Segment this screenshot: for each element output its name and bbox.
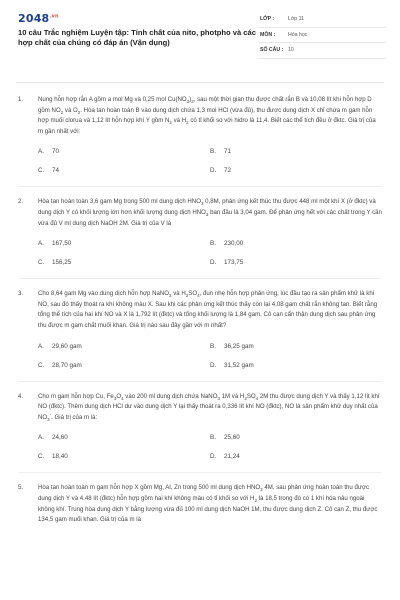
option-letter: B. <box>210 148 216 156</box>
question-text-run: . Hòa tan hoàn toàn B vào dung dịch chứa 1,3 mol HCl (vừa đủ), thu được dung dịch X chỉ chứa m gam hỗn hợp muối clorua và 1,12 lít hỗn hợp khí Y gồm N <box>38 106 373 125</box>
question-number: 2. <box>18 198 24 206</box>
subscript: 3 <box>169 293 172 299</box>
subscript: 2 <box>191 99 194 105</box>
meta-count-label: SỐ CÂU : <box>260 47 284 54</box>
option-letter: C. <box>38 453 45 461</box>
option-letter: A. <box>38 342 44 350</box>
question-separator <box>18 186 382 187</box>
question-text <box>38 289 382 331</box>
meta-subject-row <box>258 28 386 44</box>
question-text-run: vào 200 ml dung dịch chứa NaNO <box>123 392 218 400</box>
subscript: 2 <box>185 293 189 299</box>
question-text <box>38 197 382 229</box>
option-text: 167,50 <box>52 240 72 248</box>
answer-options <box>38 342 382 370</box>
superscript: - <box>49 411 52 417</box>
document-title: 10 câu Trắc nghiệm Luyện tập: Tính chất của nito, photpho và các hợp chất của chúng có đáp án (Vận dụng) <box>18 28 256 47</box>
question-text-run: và H <box>171 117 187 125</box>
answer-option-c[interactable] <box>38 361 210 370</box>
option-text: 18,40 <box>52 453 68 461</box>
question-text-run: và H <box>171 290 186 298</box>
subscript: 3 <box>186 99 190 105</box>
meta-count-value: 10 <box>288 47 294 54</box>
option-letter: C. <box>38 361 45 369</box>
question-number: 3. <box>18 290 24 298</box>
subscript: 2 <box>254 498 257 504</box>
option-letter: A. <box>38 434 44 442</box>
option-text: 72 <box>224 167 232 175</box>
option-text: 173,75 <box>224 259 244 267</box>
question-text-run: Cho 8,64 gam Mg vào dung dịch hỗn hợp NaNO <box>38 290 170 298</box>
question-text-run: Cho m gam hỗn hợp Cu, Fe <box>38 392 114 400</box>
subscript: 2 <box>77 109 81 115</box>
option-letter: B. <box>210 434 216 442</box>
option-text: 25,60 <box>224 434 240 442</box>
question-text-run: O <box>116 392 122 400</box>
question-list <box>0 83 400 526</box>
question-text-run: Hòa tan hoàn toàn 3,6 gam Mg trong 500 ml dung dịch HNO <box>38 198 201 206</box>
answer-option-c[interactable] <box>38 452 210 461</box>
subscript: 3 <box>260 487 263 493</box>
question-text-run: , sau một thời gian thu được chất rắn B và 10,08 lít khí hỗn hợp D gồm NO <box>38 96 372 114</box>
answer-option-a[interactable] <box>38 342 210 351</box>
answer-option-d[interactable] <box>210 258 382 267</box>
option-letter: B. <box>210 342 216 350</box>
question-text-run: ) <box>189 96 192 103</box>
site-logo[interactable] <box>18 12 258 25</box>
option-text: 70 <box>52 148 60 156</box>
page-header <box>0 0 400 70</box>
option-letter: C. <box>38 259 45 267</box>
question-text-run: , đun nhẹ hỗn hợp phản ứng, lúc đầu tạo ra sản phẩm khử là khí NO, sau đó thấy thoát ra khí không màu X. Sau khi các phản ứng kết thúc thấy còn lại 4,08 gam chất rắn không tan. Biết rằng tổng thể tích của hai khí NO và X là 1,792 lít (đktc) và tổng khối lượng là 1,84 gam. Cô cạn cẩn thận dung dịch sau phản ứng thu được m gam chất muối khan. Giá trị nào sau đây gần với m nhất? <box>38 290 378 329</box>
meta-class-row <box>258 12 386 28</box>
option-text: 21,24 <box>224 453 240 461</box>
option-text: 31,52 gam <box>224 361 254 369</box>
meta-count-row <box>258 43 386 59</box>
question-text-run: ban đầu là 3,04 gam. Để phản ứng hết với các chất trong Y cần vừa đủ V ml dung dịch NaOH 2M. Giá trị của V là <box>38 208 382 227</box>
answer-option-c[interactable] <box>38 166 210 175</box>
question-1 <box>18 95 382 137</box>
subscript: 2 <box>186 120 189 126</box>
question-text <box>38 392 382 424</box>
header-left <box>18 12 258 70</box>
answer-option-d[interactable] <box>210 361 382 370</box>
option-text: 156,25 <box>52 259 72 267</box>
option-letter: A. <box>38 240 44 248</box>
logo-suffix: .vn <box>49 13 59 20</box>
question-separator <box>18 472 382 473</box>
question-text-run: là 18,5 trong đó có 1 khí hóa nâu ngoài không khí. Trung hòa dung dịch Y bằng lượng vừa đủ 100 ml dung dịch NaOH 1M, thu được dung dịch Z. Cô cạn Z, thu được 134,5 gam muối khan. Giá trị của m là <box>38 494 378 524</box>
question-number: 4. <box>18 392 24 400</box>
subscript: 2 <box>60 109 64 115</box>
question-text-run: SO <box>246 392 256 400</box>
answer-option-a[interactable] <box>38 433 210 442</box>
question-separator <box>18 381 382 382</box>
question-text-run: SO <box>188 290 198 298</box>
question-text-run: 2M thu được dung dịch Y và thấy 1,12 lít khí NO (đktc). Thêm dung dịch HCl dư vào dung dịch Y lại thấy thoát ra 0,336 lít khí NO (đktc), NO là sản phẩm khử duy nhất của NO <box>38 392 380 421</box>
answer-option-c[interactable] <box>38 258 210 267</box>
question-text-run: Nung hỗn hợp rắn A gồm a mol Mg và 0,25 mol Cu(NO <box>38 96 187 103</box>
answer-option-a[interactable] <box>38 239 210 248</box>
question-text <box>38 95 382 137</box>
option-letter: D. <box>210 453 217 461</box>
option-letter: D. <box>210 259 217 267</box>
question-2 <box>18 197 382 229</box>
option-letter: D. <box>210 167 217 175</box>
option-letter: B. <box>210 240 216 248</box>
subscript: 3 <box>205 212 209 218</box>
question-text-run: . Giá trị của m là: <box>51 413 98 421</box>
question-number: 1. <box>18 96 24 103</box>
subscript: 3 <box>47 416 50 422</box>
question-text <box>38 483 382 525</box>
option-text: 230,00 <box>224 240 244 248</box>
meta-subject-value: Hóa học <box>288 31 308 38</box>
subscript: 3 <box>217 395 220 401</box>
meta-box <box>258 12 386 70</box>
answer-option-b[interactable] <box>210 239 382 248</box>
meta-subject-label: MÔN : <box>260 31 276 38</box>
option-text: 24,60 <box>52 434 68 442</box>
question-text-run: 4M, sau phản ứng hoàn toàn thu được dung dịch Y và 4,48 lít (đktc) hỗn hợp gồm hai khí không màu có tỉ khối so với H <box>38 484 369 502</box>
question-text-run: có tỉ khối so với hidro là 11,4. Biết các thể tích đều ở đktc. Giá trị của m gần nhất với: <box>38 117 376 135</box>
subscript: 4 <box>255 395 259 401</box>
question-separator <box>18 278 382 279</box>
logo-text: 2048 <box>18 12 50 25</box>
answer-option-b[interactable] <box>210 147 382 156</box>
question-4 <box>18 392 382 424</box>
answer-option-d[interactable] <box>210 166 382 175</box>
option-text: 36,25 gam <box>224 342 254 350</box>
answer-option-d[interactable] <box>210 452 382 461</box>
subscript: 3 <box>113 395 117 401</box>
option-text: 74 <box>52 167 60 175</box>
option-text: 71 <box>224 148 232 156</box>
meta-class-value: Lớp 11 <box>288 16 304 23</box>
subscript: 3 <box>200 201 204 207</box>
question-text-run: và O <box>63 106 78 114</box>
subscript: 2 <box>244 395 247 401</box>
option-letter: A. <box>38 148 44 156</box>
question-text-run: 1M và H <box>219 392 245 400</box>
option-letter: D. <box>210 361 217 369</box>
question-5 <box>18 483 382 525</box>
subscript: 2 <box>169 120 172 126</box>
answer-options <box>38 433 382 461</box>
subscript: 4 <box>197 293 200 299</box>
question-3 <box>18 289 382 331</box>
answer-options <box>38 239 382 267</box>
answer-option-b[interactable] <box>210 342 382 351</box>
answer-option-b[interactable] <box>210 433 382 442</box>
answer-options <box>38 147 382 175</box>
option-letter: C. <box>38 167 45 175</box>
subscript: 4 <box>121 395 124 401</box>
question-text-run: 0,8M, phản ứng kết thúc thu được 448 ml một khí X (ở đktc) và dung dịch Y có khối lượng lớn hơn khối lượng dung dịch HNO <box>38 198 376 216</box>
answer-option-a[interactable] <box>38 147 210 156</box>
question-number: 5. <box>18 484 24 492</box>
question-text-run: Hòa tan hoàn toàn m gam hỗn hợp X gồm Mg, Al, Zn trong 500 ml dung dịch HNO <box>38 484 261 492</box>
option-text: 29,60 gam <box>52 342 82 350</box>
option-text: 28,70 gam <box>52 361 82 369</box>
meta-class-label: LỚP : <box>260 16 275 23</box>
